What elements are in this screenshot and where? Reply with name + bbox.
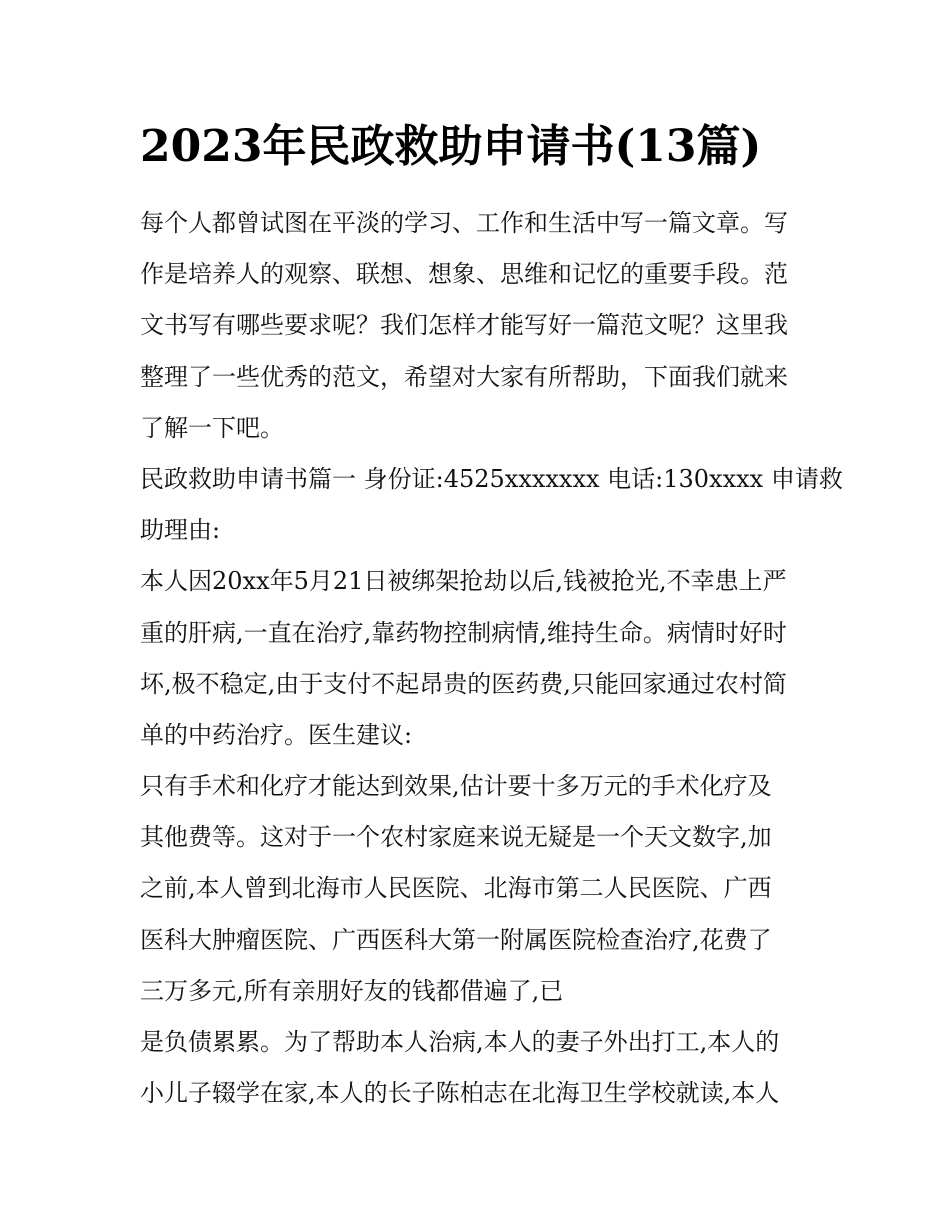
paragraph-line: 坏,极不稳定,由于支付不起昂贵的医药费,只能回家通过农村简 — [140, 669, 787, 698]
paragraph-line: 助理由: — [140, 516, 221, 545]
paragraph-line: 民政救助申请书篇一 身份证:4525xxxxxxx 电话:130xxxx 申请救 — [140, 464, 843, 493]
paragraph-line: 每个人都曾试图在平淡的学习、工作和生活中写一篇文章。写 — [140, 209, 788, 237]
paragraph-line: 是负债累累。为了帮助本人治病,本人的妻子外出打工,本人的 — [140, 1028, 780, 1056]
paragraph-line: 之前,本人曾到北海市人民医院、北海市第二人民医院、广西 — [140, 874, 772, 903]
paragraph-line: 整理了一些优秀的范文，希望对大家有所帮助，下面我们就来 — [140, 362, 788, 391]
document-body — [140, 198, 843, 1119]
paragraph-line: 作是培养人的观察、联想、想象、思维和记忆的重要手段。范 — [140, 260, 788, 289]
paragraph-line: 文书写有哪些要求呢？我们怎样才能写好一篇范文呢？这里我 — [140, 311, 788, 340]
paragraph-line: 三万多元,所有亲朋好友的钱都借遍了,已 — [140, 976, 564, 1005]
paragraph-line: 其他费等。这对于一个农村家庭来说无疑是一个天文数字,加 — [140, 823, 772, 852]
paragraph-line: 了解一下吧。 — [140, 413, 284, 442]
paragraph-line: 单的中药治疗。医生建议: — [140, 720, 413, 749]
paragraph-line: 本人因20xx年5月21日被绑架抢劫以后,钱被抢光,不幸患上严 — [140, 567, 787, 596]
paragraph-line: 小儿子辍学在家,本人的长子陈柏志在北海卫生学校就读,本人 — [140, 1079, 780, 1108]
paragraph-line: 医科大肿瘤医院、广西医科大第一附属医院检查治疗,花费了 — [140, 925, 772, 954]
paragraph-line: 重的肝病,一直在治疗,靠药物控制病情,维持生命。病情时好时 — [140, 618, 787, 647]
paragraph-line: 只有手术和化疗才能达到效果,估计要十多万元的手术化疗及 — [140, 772, 772, 801]
document-title: 2023年民政救助申请书(13篇) — [140, 121, 762, 172]
